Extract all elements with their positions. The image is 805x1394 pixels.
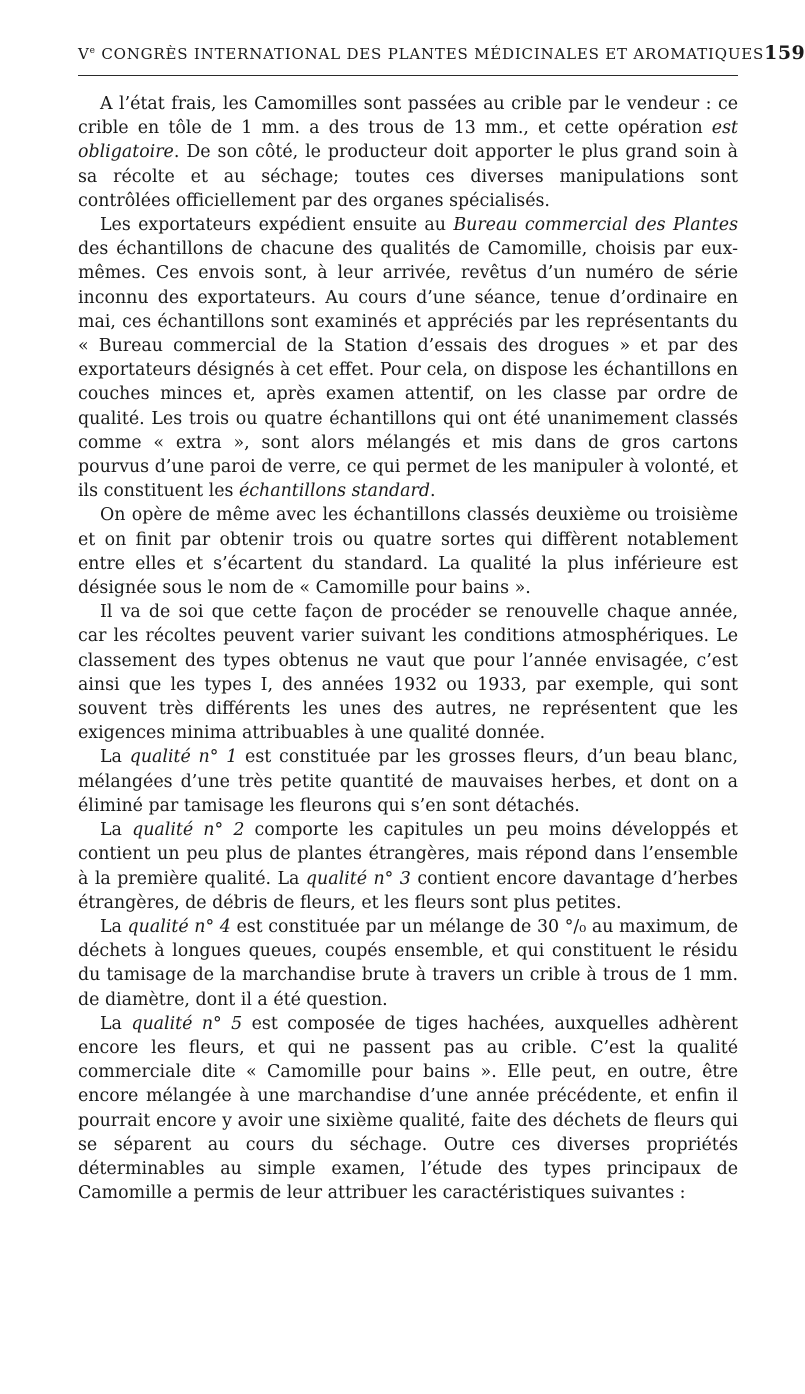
running-head [78, 42, 805, 70]
italic-run: échantillons standard [238, 481, 430, 502]
text-run: comporte les capitules un peu moins développés et contient un peu plus de plantes étrangères, mais répond dans l’ensemble à la première qualité. La [78, 820, 738, 889]
text-run: contient encore davantage d’herbes étrangères, de débris de fleurs, et les fleurs sont plus petites. [78, 868, 738, 913]
text-run: Les exportateurs expédient ensuite au [100, 215, 454, 236]
text-run: A l’état frais, les Camomilles sont passées au crible par le vendeur : ce crible en tôle de 1 mm. a des trous de 13 mm., et cette opération [78, 94, 738, 139]
text-run: des échantillons de chacune des qualités de Camomille, choisis par eux-mêmes. Ces envois sont, à leur arrivée, revêtus d’un numéro de série inconnu des exportateurs. Au cours d’une séance, tenue d’ordinaire en mai, ces échantillons sont examinés et appréciés par les représentants du « Bureau commercial de la Station d’essais des drogues » et par des exportateurs désignés à cet effet. Pour cela, on dispose les échantillons en couches minces et, après examen attentif, on les classe par ordre de qualité. Les trois ou quatre échantillons qui ont été unanimement classés comme « extra », sont alors mélangés et mis dans de gros cartons pourvus d’une paroi de verre, ce qui permet de les manipuler à volonté, et ils constituent les [78, 239, 738, 502]
italic-run: qualité n° 5 [131, 1013, 243, 1034]
paragraph [78, 915, 738, 1012]
text-run: est constituée par les grosses fleurs, d’un beau blanc, mélangées d’une très petite quantité de mauvaises herbes, et dont on a éliminé par tamisage les fleurons qui s’en sont détachés. [78, 747, 738, 816]
page-number: 159 [764, 42, 805, 64]
paragraph [78, 600, 738, 745]
body-text [78, 92, 738, 1205]
italic-run: Bureau commercial des Plantes [453, 215, 738, 236]
text-run: La [100, 916, 128, 937]
italic-run: qualité n° 4 [127, 916, 231, 937]
italic-run: qualité n° 1 [129, 747, 238, 768]
running-title-prefix: V [78, 45, 90, 63]
text-run: La [100, 747, 130, 768]
header-rule [78, 75, 738, 76]
paragraph [78, 745, 738, 818]
paragraph [78, 818, 738, 915]
paragraph [78, 503, 738, 600]
text-run: La [100, 1013, 132, 1034]
text-run: La [100, 820, 133, 841]
italic-run: est obligatoire [78, 118, 738, 163]
text-run: . [430, 481, 436, 502]
text-run: est constituée par un mélange de 30 °/₀ au maximum, de déchets à longues queues, coupés ensemble, et qui constituent le résidu du tamisage de la marchandise brute à travers un crible à trous de 1 mm. de diamètre, dont il a été question. [78, 916, 738, 1010]
text-run: On opère de même avec les échantillons classés deuxième ou troisième et on finit par obtenir trois ou quatre sortes qui diffèrent notablement entre elles et s’écartent du standard. La qualité la plus inférieure est désignée sous le nom de « Camomille pour bains ». [78, 505, 738, 599]
italic-run: qualité n° 3 [305, 868, 411, 889]
paragraph [78, 1012, 738, 1206]
italic-run: qualité n° 2 [132, 820, 245, 841]
text-run: Il va de soi que cette façon de procéder se renouvelle chaque année, car les récoltes peuvent varier suivant les conditions atmosphériques. Le classement des types obtenus ne vaut que pour l’année envisagée, c’est ainsi que les types I, des années 1932 ou 1933, par exemple, qui sont souvent très différents les unes des autres, ne représentent que les exigences minima attribuables à une qualité donnée. [78, 602, 738, 744]
text-run: est composée de tiges hachées, auxquelles adhèrent encore les fleurs, et qui ne passent pas au crible. C’est la qualité commerciale dite « Camomille pour bains ». Elle peut, en outre, être encore mélangée à une marchandise d’une année précédente, et enfin il pourrait encore y avoir une sixième qualité, faite des déchets de fleurs qui se séparent au cours du séchage. Outre ces diverses propriétés déterminables au simple examen, l’étude des types principaux de Camomille a permis de leur attribuer les caractéristiques suivantes : [78, 1013, 739, 1204]
running-title [78, 45, 764, 63]
paragraph [78, 92, 738, 213]
paragraph [78, 213, 738, 503]
running-title-sup: e [89, 46, 96, 56]
running-title-rest: CONGRÈS INTERNATIONAL DES PLANTES MÉDICINALES ET AROMATIQUES [95, 45, 765, 63]
text-run: . De son côté, le producteur doit apporter le plus grand soin à sa récolte et au séchage; toutes ces diverses manipulations sont contrôlées officiellement par des organes spécialisés. [78, 142, 738, 211]
